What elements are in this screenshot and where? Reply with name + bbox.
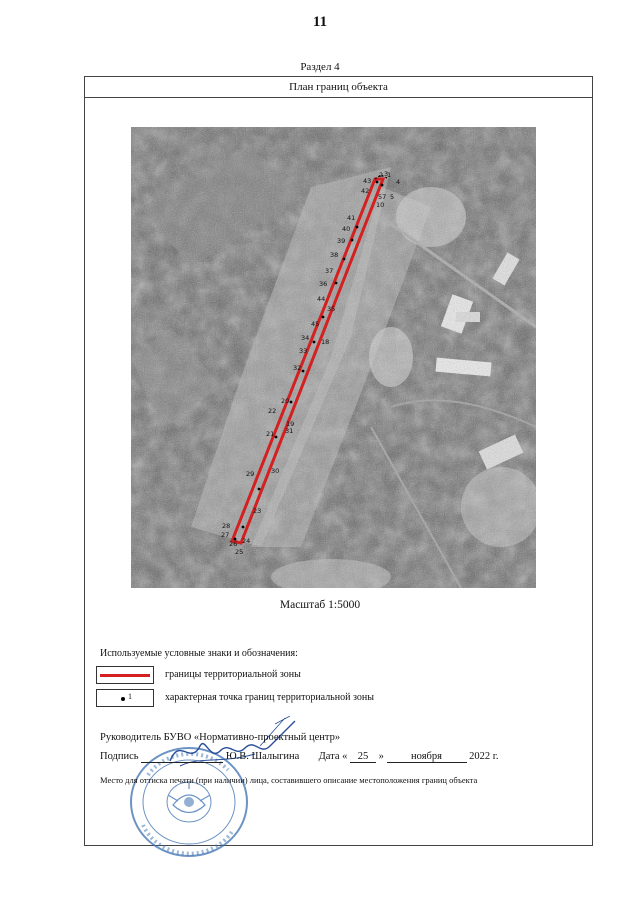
point-label: 41	[347, 214, 356, 222]
point-label: 44	[317, 295, 326, 303]
point-label: 5	[390, 193, 395, 201]
point-label: 18	[321, 338, 330, 346]
point-label: 29	[246, 470, 255, 478]
point-label: 28	[222, 522, 231, 530]
point-label: 32	[293, 364, 302, 372]
point-label: 10	[376, 201, 385, 209]
point-label: 2	[379, 171, 384, 179]
date-day: 25	[350, 751, 376, 763]
point-label: 24	[242, 537, 251, 545]
point-label: 57	[378, 193, 387, 201]
map-point-labels	[131, 127, 536, 588]
point-label: 38	[330, 251, 339, 259]
legend-boundary-label: границы территориальной зоны	[165, 669, 301, 680]
point-label: 39	[337, 237, 346, 245]
point-label: 37	[325, 267, 334, 275]
signature-line	[141, 751, 223, 763]
legend-boundary-swatch	[96, 666, 154, 684]
date-label: Дата «	[318, 751, 348, 762]
point-label: 31	[285, 427, 294, 435]
sign-label: Подпись	[100, 751, 139, 762]
aerial-map	[131, 127, 536, 588]
signature-row	[100, 751, 499, 763]
legend-title: Используемые условные знаки и обозначения:	[100, 648, 298, 659]
point-label: 1	[387, 171, 392, 179]
signature	[160, 716, 300, 776]
map-scale: Масштаб 1:5000	[279, 599, 361, 611]
point-label: 27	[221, 531, 230, 539]
point-label: 43	[363, 177, 372, 185]
point-label: 45	[311, 320, 320, 328]
point-label: 25	[235, 548, 244, 556]
point-label: 42	[361, 187, 370, 195]
legend-point-swatch	[96, 689, 154, 707]
page-number: 11	[312, 14, 328, 30]
point-dot-icon	[121, 697, 125, 701]
point-marker-number: 1	[128, 692, 132, 701]
red-line-icon	[100, 674, 150, 677]
legend-point-label: характерная точка границ территориальной зоны	[165, 692, 374, 703]
director-line: Руководитель БУВО «Нормативно-проектный центр»	[100, 732, 341, 743]
point-label: 23	[253, 507, 262, 515]
point-label: 36	[319, 280, 328, 288]
point-label: 19	[286, 420, 295, 428]
point-label: 20	[281, 397, 290, 405]
stamp-note: Место для оттиска печати (при наличии) лица, составившего описание местоположения границ объекта	[100, 775, 478, 785]
point-label: 26	[229, 540, 238, 548]
date-month: ноября	[387, 751, 467, 763]
point-label: 33	[299, 347, 308, 355]
point-label: 4	[396, 178, 401, 186]
point-label: 21	[266, 430, 275, 438]
point-label: 22	[268, 407, 277, 415]
point-label: 30	[271, 467, 280, 475]
point-label: 35	[327, 305, 336, 313]
section-title: Раздел 4	[300, 61, 340, 73]
signer-name: Ю.В. Шалыгина	[225, 751, 300, 762]
date-year: 2022 г.	[469, 751, 499, 762]
point-label: 34	[301, 334, 310, 342]
point-label: 40	[342, 225, 351, 233]
frame-title: План границ объекта	[85, 77, 592, 98]
point-label: 3	[384, 170, 389, 178]
date-separator: »	[378, 751, 384, 762]
